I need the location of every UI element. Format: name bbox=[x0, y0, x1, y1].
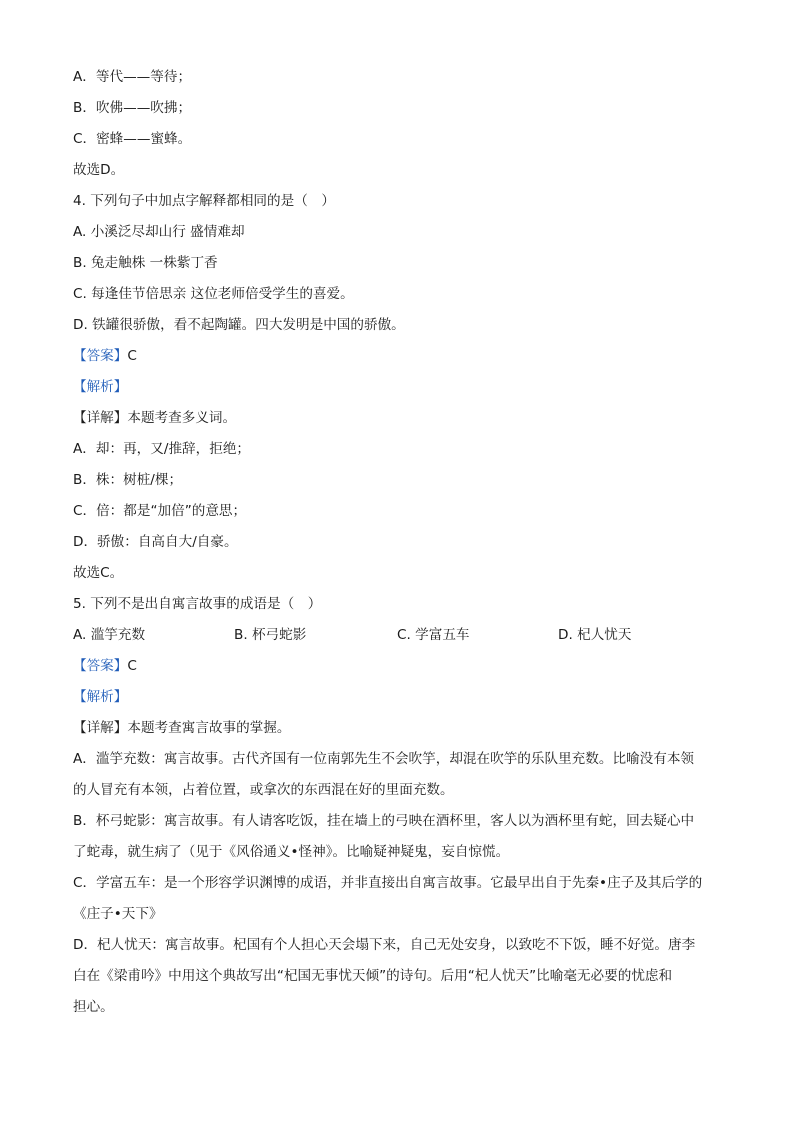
q5-option-b: B. 杯弓蛇影 bbox=[234, 627, 307, 643]
q4-option-a: A. 小溪泛尽却山行 盛情难却 bbox=[73, 224, 245, 240]
q5-explanation-line: 的人冒充有本领，占着位置，或拿次的东西混在好的里面充数。 bbox=[73, 782, 454, 798]
q5-explanation-line: 《庄子•天下》 bbox=[73, 906, 163, 922]
q5-options-row bbox=[73, 626, 723, 644]
q4-explanation-c: C．倍：都是“加倍”的意思； bbox=[73, 503, 247, 519]
q4-analysis bbox=[73, 378, 723, 396]
q5-explanation-line: 白在《梁甫吟》中用这个典故写出“杞国无事忧天倾”的诗句。后用“杞人忧天”比喻毫无必要的忧虑和 bbox=[73, 968, 673, 984]
q4-detail bbox=[73, 409, 723, 427]
detail-tag: 【详解】 bbox=[73, 410, 128, 426]
q5-analysis bbox=[73, 688, 723, 706]
q4-explanation-b: B．株：树桩/棵； bbox=[73, 472, 183, 488]
q4-option-b: B. 兔走触株 一株紫丁香 bbox=[73, 255, 218, 271]
detail-text: 本题考查寓言故事的掌握。 bbox=[127, 720, 291, 736]
detail-text: 本题考查多义词。 bbox=[127, 410, 237, 426]
q5-explanation-line: D．杞人忧天：寓言故事。杞国有个人担心天会塌下来，自己无处安身，以致吃不下饭，睡不好觉。唐李 bbox=[73, 937, 696, 953]
q5-detail bbox=[73, 719, 723, 737]
q4-option-c: C. 每逢佳节倍思亲 这位老师倍受学生的喜爱。 bbox=[73, 286, 354, 302]
prev-option-c: C．密蜂——蜜蜂。 bbox=[73, 131, 192, 147]
q5-option-c: C. 学富五车 bbox=[397, 627, 470, 643]
q5-stem: 5. 下列不是出自寓言故事的成语是（ ） bbox=[73, 596, 322, 612]
q4-option-d: D. 铁罐很骄傲，看不起陶罐。四大发明是中国的骄傲。 bbox=[73, 317, 405, 333]
analysis-tag: 【解析】 bbox=[73, 689, 128, 705]
analysis-tag: 【解析】 bbox=[73, 379, 128, 395]
q5-option-d: D. 杞人忧天 bbox=[558, 627, 632, 643]
q5-explanation-line: B．杯弓蛇影：寓言故事。有人请客吃饭，挂在墙上的弓映在酒杯里，客人以为酒杯里有蛇，回去疑心中 bbox=[73, 813, 695, 829]
detail-tag: 【详解】 bbox=[73, 720, 128, 736]
answer-value: C bbox=[127, 658, 137, 674]
answer-tag: 【答案】 bbox=[73, 348, 128, 364]
q4-stem: 4. 下列句子中加点字解释都相同的是（ ） bbox=[73, 193, 335, 209]
prev-option-a: A．等代——等待； bbox=[73, 69, 192, 85]
q5-explanation-line: 担心。 bbox=[73, 999, 114, 1015]
prev-conclusion: 故选D。 bbox=[73, 162, 125, 178]
answer-tag: 【答案】 bbox=[73, 658, 128, 674]
q5-option-a: A. 滥竽充数 bbox=[73, 627, 146, 643]
prev-option-b: B．吹佛——吹拂； bbox=[73, 100, 192, 116]
q4-explanation-d: D．骄傲：自高自大/自豪。 bbox=[73, 534, 238, 550]
q5-explanation-line: A．滥竽充数：寓言故事。古代齐国有一位南郭先生不会吹竽，却混在吹竽的乐队里充数。比喻没有本领 bbox=[73, 751, 695, 767]
q5-answer bbox=[73, 657, 723, 675]
q4-explanation-a: A．却：再，又/推辞，拒绝； bbox=[73, 441, 251, 457]
q4-conclusion: 故选C。 bbox=[73, 565, 124, 581]
q5-explanation-line: 了蛇毒，就生病了（见于《风俗通义•怪神》。比喻疑神疑鬼，妄自惊慌。 bbox=[73, 844, 510, 860]
answer-value: C bbox=[127, 348, 137, 364]
q4-answer bbox=[73, 347, 723, 365]
q5-explanation-line: C．学富五车：是一个形容学识渊博的成语，并非直接出自寓言故事。它最早出自于先秦•庄子及其后学的 bbox=[73, 875, 703, 891]
